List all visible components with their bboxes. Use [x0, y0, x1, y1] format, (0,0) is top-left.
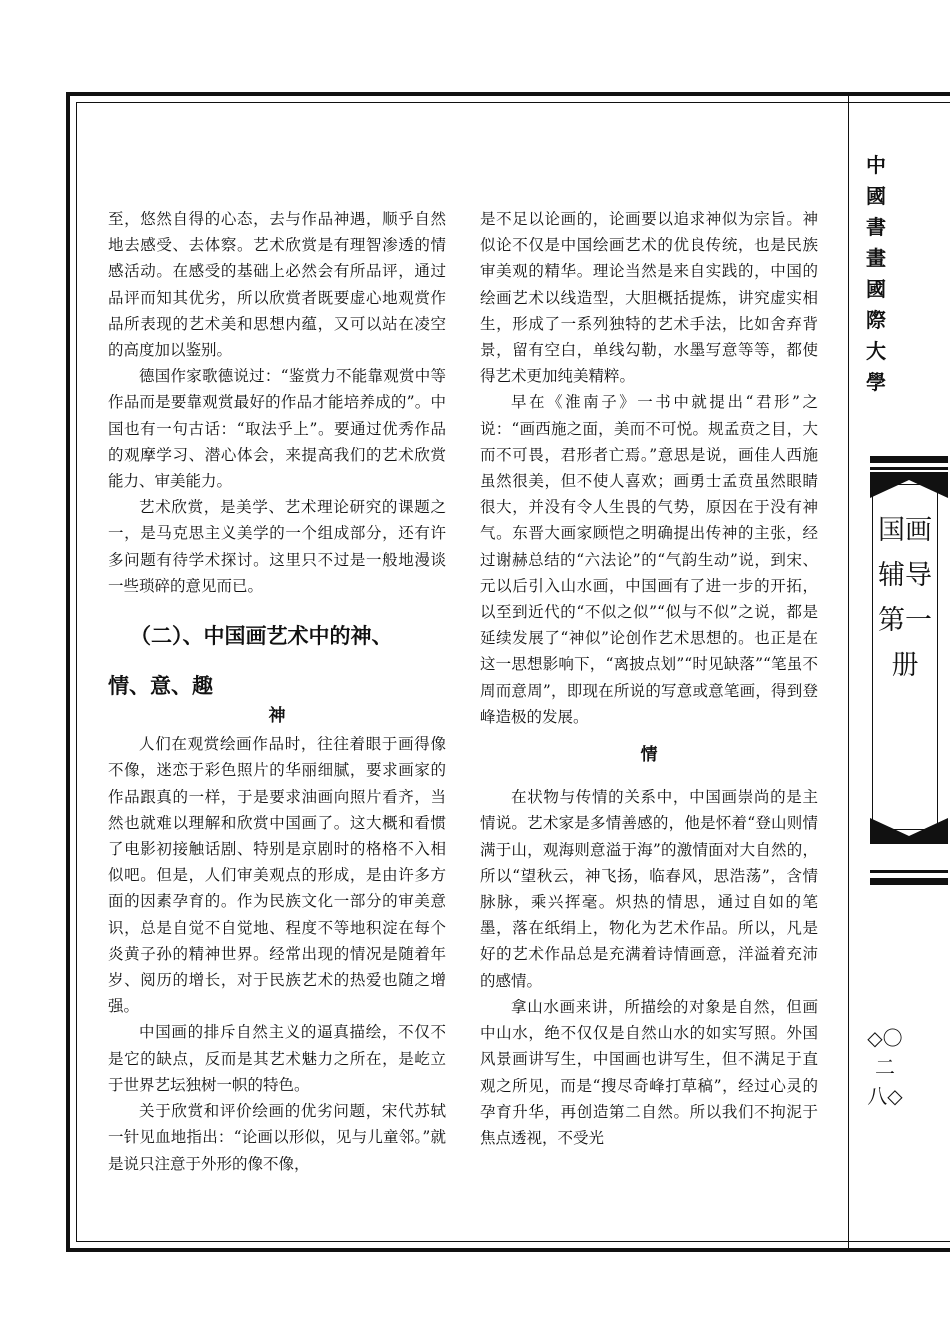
page-number: ◇〇二八◇: [867, 1026, 903, 1108]
subhead-qing: 情: [640, 745, 658, 766]
paragraph: 是不足以论画的，论画要以追求神似为宗旨。神似论不仅是中国绘画艺术的优良传统，也是民族审美观的精华。理论当然是来自实践的，中国的绘画艺术以线造型，大胆概括提炼，讲究虚实相生，形成了一系列独特的艺术手法，比如舍弃背景，留有空白，单线勾勒，水墨写意等等，都使得艺术更加纯美精粹。: [480, 210, 818, 386]
ornament-bar-bottom: [870, 878, 948, 885]
subhead-shen: 神: [268, 706, 286, 727]
ornament-bar-top: [870, 456, 948, 463]
series-title: 中國書畫國際大學: [866, 153, 886, 394]
paragraph: 人们在观赏绘画作品时，往往着眼于画得像不像，迷恋于彩色照片的华丽细腻，要求画家的作品跟真的一样，于是要求油画向照片看齐，当然也就难以理解和欣赏中国画了。这大概和看惯了电影初接触话剧、特别是京剧时的格格不入相似吧。但是，人们审美观点的形成，是由许多方面的因素孕育的。作为民族文化一部分的审美意识，总是自觉不自觉地、程度不等地积淀在每个炎黄子孙的精神世界。经常出现的情况是随着年岁、阅历的增长，对于民族艺术的热爱也随之增强。: [108, 735, 446, 1016]
ornament-bar-top-thin: [870, 467, 948, 470]
section-title: [108, 623, 446, 699]
margin-divider: [848, 93, 849, 1251]
book-title: 国画辅导第一册: [878, 515, 932, 681]
paragraph: 关于欣赏和评价绘画的优劣问题，宋代苏轼一针见血地指出：“论画以形似，见与儿童邻。”就是说只注意于外形的像不像，: [108, 1102, 446, 1173]
paragraph: 在状物与传情的关系中，中国画崇尚的是主情说。艺术家是多情善感的，他是怀着“登山则情满于山，观海则意溢于海”的激情面对大自然的，所以“望秋云，神飞扬，临春风，思浩荡”，含情脉脉，乘兴挥毫。炽热的情思，通过自如的笔墨，落在纸绢上，物化为艺术作品。所以，凡是好的艺术作品总是充满着诗情画意，洋溢着充沛的感情。: [480, 788, 818, 990]
ornament-chevron-bottom-icon: [870, 818, 948, 844]
ornament-bar-bottom-thin: [870, 870, 948, 873]
right-column: [480, 206, 818, 1151]
paragraph: 中国画的排斥自然主义的逼真描绘，不仅不是它的缺点，反而是其艺术魅力之所在，是屹立于世界艺坛独树一帜的特色。: [108, 1023, 446, 1094]
section-title-line2: 情、意、趣: [108, 674, 213, 699]
paragraph: 至，悠然自得的心态，去与作品神遇，顺乎自然地去感受、去体察。艺术欣赏是有理智渗透的情感活动。在感受的基础上必然会有所品评，通过品评而知其优劣，所以欣赏者既要虚心地观赏作品所表现的艺术美和思想内蕴，又可以站在凌空的高度加以鉴别。: [108, 210, 446, 360]
left-column: [108, 206, 446, 1177]
paragraph: 德国作家歌德说过：“鉴赏力不能靠观赏中等作品而是要靠观赏最好的作品才能培养成的”。中国也有一句古话：“取法乎上”。要通过优秀作品的观摩学习、潜心体会，来提高我们的艺术欣赏能力、审美能力。: [108, 367, 446, 491]
section-title-line1: （二）、中国画艺术中的神、: [130, 624, 393, 649]
paragraph: 拿山水画来讲，所描绘的对象是自然，但画中山水，绝不仅仅是自然山水的如实写照。外国风景画讲写生，中国画也讲写生，但不满足于直观之所见，而是“搜尽奇峰打草稿”，经过心灵的孕育升华，再创造第二自然。所以我们不拘泥于焦点透视，不受光: [480, 997, 818, 1147]
paragraph: 艺术欣赏，是美学、艺术理论研究的课题之一，是马克思主义美学的一个组成部分，还有许多问题有待学术探讨。这里只不过是一般地漫谈一些琐碎的意见而已。: [108, 498, 446, 595]
paragraph: 早在《淮南子》一书中就提出“君形”之说：“画西施之面，美而不可悦。规孟贲之目，大而不可畏，君形者亡焉。”意思是说，画佳人西施虽然很美，但不使人喜欢；画勇士孟贲虽然眼睛很大，并没有令人生畏的气势，原因在于没有神气。东晋大画家顾恺之明确提出传神的主张，经过谢赫总结的“六法论”的“气韵生动”说，到宋、元以后引入山水画，中国画有了进一步的开拓，以至到近代的“不似之似”“似与不似”之说，都是延续发展了“神似”论创作艺术思想的。也正是在这一思想影响下，“离披点划”“时见缺落”“笔虽不周而意周”，即现在所说的写意或意笔画，得到登峰造极的发展。: [480, 393, 818, 726]
